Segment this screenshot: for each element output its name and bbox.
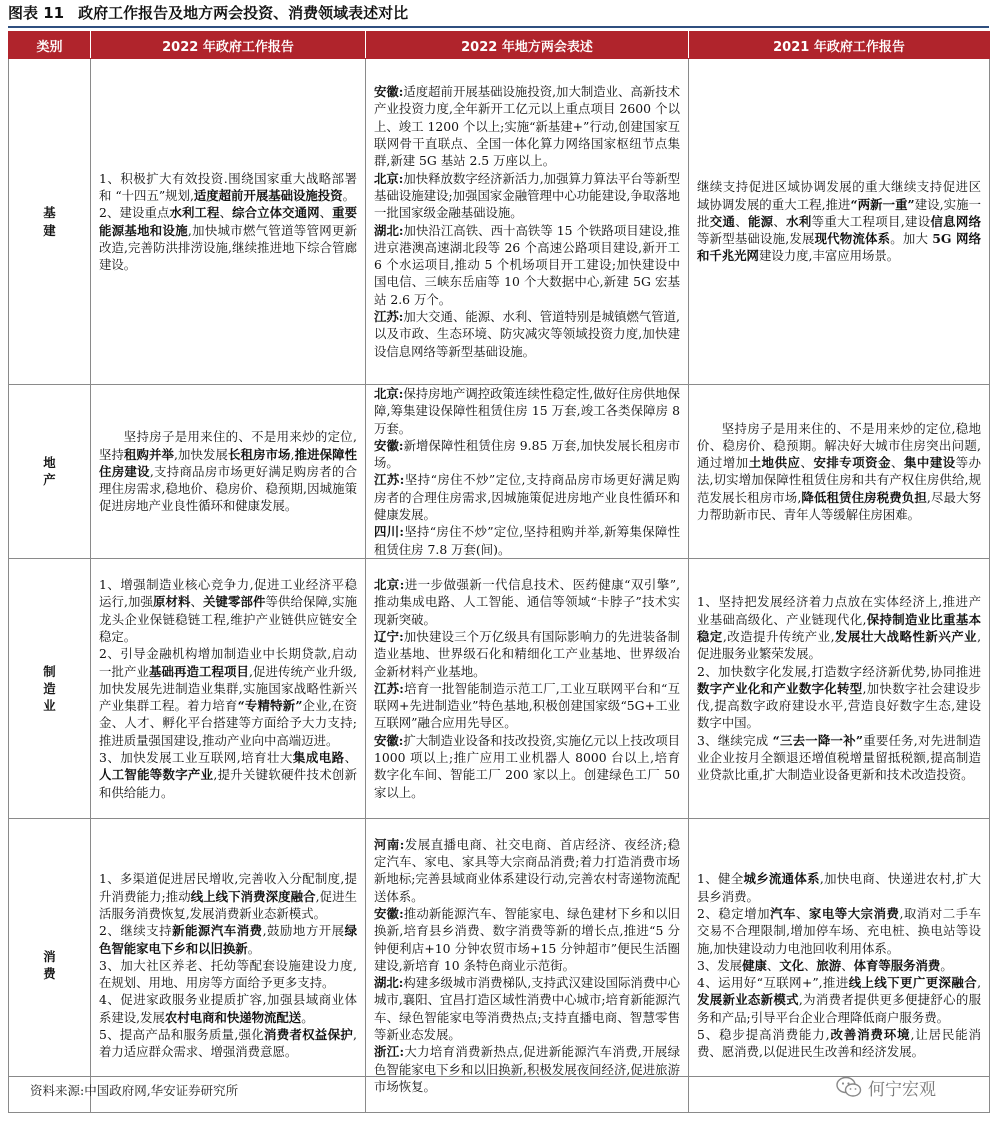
source-note: 资料来源:中国政府网,华安证券研究所 bbox=[30, 1083, 239, 1098]
gov2021-cell bbox=[689, 385, 990, 559]
cell-paragraph bbox=[374, 974, 680, 1043]
emphasis-text: 发展新业态新模式 bbox=[697, 992, 799, 1008]
comparison-table bbox=[8, 31, 990, 1113]
watermark-text: 何宁宏观 bbox=[868, 1079, 936, 1100]
body-text: 1、积极扩大有效投资.围绕国家重大战略部署和 “十四五”规划, bbox=[99, 170, 357, 203]
body-text: 4、促进家政服务业提质扩容,加强县域商业体系建设,发展 bbox=[99, 992, 357, 1025]
cell-paragraph bbox=[697, 178, 981, 264]
cell-paragraph bbox=[374, 308, 680, 360]
table-row-manufacturing bbox=[9, 558, 990, 818]
emphasis-text: 安排专项资金 bbox=[813, 455, 892, 471]
cell-paragraph bbox=[374, 836, 680, 905]
emphasis-text: 重要能源基地和设施 bbox=[99, 205, 358, 238]
body-text: 建设,实施一批 bbox=[697, 196, 981, 229]
emphasis-text: 线上线下消费深度融合 bbox=[190, 888, 316, 904]
cell-paragraph bbox=[99, 170, 357, 205]
body-text: 1、多渠道促进居民增收,完善收入分配制度,提升消费能力;推动 bbox=[99, 871, 357, 904]
figure-number: 图表 11 bbox=[8, 4, 65, 22]
emphasis-text: 农村电商和快递物流配送 bbox=[164, 1009, 302, 1025]
body-text: ,尽最大努力帮助新市民、青年人等缓解住房困难。 bbox=[697, 489, 981, 523]
emphasis-text: 基础再造工程项目 bbox=[149, 663, 249, 679]
gov2022-cell bbox=[91, 558, 366, 818]
emphasis-text: 集中建设 bbox=[903, 455, 956, 471]
cell-paragraph bbox=[697, 957, 981, 974]
figure-title bbox=[8, 2, 989, 28]
cell-paragraph bbox=[374, 222, 680, 308]
emphasis-text: “专精特新” bbox=[237, 698, 303, 714]
body-text: 重要任务,对先进制造业企业按月全额退还增值税增量留抵税额,提高制造业贷款比重,扩大制造业设备更新和技术改造投资。 bbox=[697, 732, 981, 783]
emphasis-text: 5G 网络和千兆光网 bbox=[697, 231, 981, 264]
body-text: 、 bbox=[735, 213, 748, 229]
emphasis-text: 推进保障性住房建设 bbox=[99, 446, 357, 479]
body-text: 。 bbox=[247, 940, 261, 956]
body-text: ,促进传统产业升级,加快发展先进制造业集群,实施国家战略性新兴产业集群工程。着力培育 bbox=[99, 663, 357, 714]
gov2022-cell bbox=[91, 818, 366, 1112]
category-cell: 消费 bbox=[9, 818, 91, 1112]
body-text: 坚持房子是用来住的、不是用来炒的定位,稳地价、稳房价、稳预期。解决好大城市住房突出问题,通过增加 bbox=[697, 420, 981, 471]
emphasis-text: 交通 bbox=[709, 213, 736, 229]
emphasis-text: 江苏: bbox=[374, 308, 404, 324]
body-text: 等重大工程项目,建设 bbox=[811, 213, 931, 229]
wechat-icon bbox=[836, 1076, 862, 1098]
cell-paragraph bbox=[697, 420, 981, 524]
body-text: 、 bbox=[800, 455, 814, 471]
cell-paragraph bbox=[99, 957, 357, 992]
cell-paragraph bbox=[697, 732, 981, 784]
body-text: 。 bbox=[342, 187, 355, 203]
body-text: 、 bbox=[804, 957, 817, 973]
body-text: 坚持房子是用来住的、不是用来炒的定位,坚持 bbox=[99, 429, 357, 462]
emphasis-text: 安徽: bbox=[374, 84, 404, 100]
emphasis-text: 线上线下更广更深融合 bbox=[848, 975, 978, 991]
body-text: 。 bbox=[940, 957, 953, 973]
emphasis-text: 北京: bbox=[374, 577, 405, 593]
emphasis-text: 消费者权益保护 bbox=[264, 1027, 354, 1042]
body-text: 2、稳定增加 bbox=[697, 905, 771, 921]
body-text: 培育一批智能制造示范工厂,工业互联网平台和“互联网+先进制造业”特色基地,积极创建国家级“5G+工业互联网”融合应用先导区。 bbox=[374, 680, 680, 731]
table-row-infrastructure bbox=[9, 59, 990, 385]
body-text: 进一步做强新一代信息技术、医药健康“双引擎”,推动集成电路、人工智能、通信等领域“卡脖子”技术实现新突破。 bbox=[374, 577, 680, 627]
body-text: 4、运用好“互联网+”,推进 bbox=[697, 975, 849, 991]
emphasis-text: 健康 bbox=[742, 957, 767, 973]
gov2021-cell bbox=[689, 818, 990, 1112]
emphasis-text: 北京: bbox=[374, 386, 404, 401]
emphasis-text: 降低租赁住房税费负担 bbox=[801, 489, 927, 505]
local2022-cell bbox=[366, 59, 689, 385]
cell-paragraph bbox=[697, 663, 981, 732]
body-text: 建设力度,丰富应用场景。 bbox=[758, 248, 900, 264]
emphasis-text: 四川: bbox=[374, 524, 404, 540]
cell-paragraph bbox=[99, 576, 357, 645]
body-text: 3、发展 bbox=[697, 957, 743, 973]
cell-paragraph bbox=[374, 905, 680, 974]
header-gov-2022: 2022 年政府工作报告 bbox=[91, 32, 366, 59]
header-gov-2021: 2021 年政府工作报告 bbox=[689, 32, 990, 59]
category-cell: 制造业 bbox=[9, 558, 91, 818]
cell-paragraph bbox=[374, 1043, 680, 1095]
body-text: 、 bbox=[891, 455, 904, 471]
emphasis-text: 北京: bbox=[374, 170, 404, 186]
body-text: 、 bbox=[319, 205, 333, 221]
emphasis-text: 原材料 bbox=[153, 594, 191, 610]
emphasis-text: 旅游 bbox=[816, 957, 842, 973]
header-local-2022: 2022 年地方两会表述 bbox=[366, 32, 689, 59]
body-text: 5、稳步提高消费能力, bbox=[697, 1027, 830, 1042]
cell-paragraph bbox=[697, 974, 981, 1026]
body-text: ,加快电商、快递进农村,扩大县乡消费。 bbox=[697, 871, 981, 904]
cell-paragraph bbox=[697, 593, 981, 662]
body-text: 、 bbox=[795, 905, 809, 921]
cell-paragraph bbox=[374, 83, 680, 169]
cell-paragraph bbox=[374, 437, 680, 472]
body-text: 5、提高产品和服务质量,强化 bbox=[99, 1027, 265, 1042]
body-text: ,让居民能消费、愿消费,以促进民生改善和经济发展。 bbox=[697, 1027, 981, 1060]
body-text: 2、引导金融机构增加制造业中长期贷款,启动一批产业 bbox=[99, 646, 357, 679]
cell-paragraph bbox=[99, 645, 357, 749]
body-text: ,为消费者提供更多便捷舒心的服务和产品;引导平台企业合理降低商户服务费。 bbox=[697, 992, 981, 1025]
emphasis-text: 关键零部件 bbox=[203, 594, 266, 610]
category-cell: 地产 bbox=[9, 385, 91, 559]
body-text: 2、建设重点 bbox=[99, 205, 170, 221]
emphasis-text: 能源 bbox=[747, 213, 774, 229]
body-text: 发展直播电商、社交电商、首店经济、夜经济;稳定汽车、家电、家具等大宗商品消费;着力打造消费市场新地标;完善县域商业体系建设行动,完善农村寄递物流配送体系。 bbox=[374, 836, 680, 904]
local2022-cell bbox=[366, 818, 689, 1112]
body-text: ,加快数字社会建设步伐,提高数字政府建设水平,营造良好数字生态,建设数字中国。 bbox=[697, 680, 981, 731]
emphasis-text: 湖北: bbox=[374, 975, 404, 991]
body-text: ,促进服务业繁荣发展。 bbox=[697, 628, 982, 662]
cell-paragraph bbox=[697, 905, 981, 957]
body-text: 企业,在资金、人才、孵化平台搭建等方面给予大力支持;推进质量强国建设,推动产业向中高端迈进。 bbox=[99, 698, 357, 748]
cell-paragraph bbox=[374, 576, 680, 628]
body-text: ,加快发展 bbox=[174, 446, 229, 462]
body-text: 2、继续支持 bbox=[99, 923, 173, 939]
emphasis-text: 发展壮大战略性新兴产业 bbox=[834, 628, 978, 644]
cell-paragraph bbox=[374, 523, 680, 558]
cell-paragraph bbox=[374, 680, 680, 732]
cell-paragraph bbox=[99, 428, 357, 514]
body-text: 等供给保障,实施龙头企业保链稳链工程,维护产业链供应链安全稳定。 bbox=[99, 594, 357, 644]
body-text: 、 bbox=[219, 205, 233, 221]
body-text: 。 bbox=[301, 1009, 314, 1025]
emphasis-text: 水利 bbox=[786, 213, 812, 229]
emphasis-text: 河南: bbox=[374, 836, 405, 852]
body-text: 、 bbox=[190, 594, 204, 610]
category-cell: 基建 bbox=[9, 59, 91, 385]
body-text: ,促进生活服务消费恢复,发展消费新业态新模式。 bbox=[99, 888, 357, 921]
cell-paragraph bbox=[374, 471, 680, 523]
cell-paragraph bbox=[374, 385, 680, 437]
body-text: ,着力适应群众需求、增强消费意愿。 bbox=[99, 1027, 357, 1060]
gov2022-cell bbox=[91, 59, 366, 385]
body-text: ,支持商品房市场更好满足购房者的合理住房需求,稳地价、稳房价、稳预期,因城施策促进房地产业良性循环和健康发展。 bbox=[99, 463, 357, 514]
gov2021-cell bbox=[689, 558, 990, 818]
local2022-cell bbox=[366, 558, 689, 818]
body-text: 新增保障性租赁住房 9.85 万套,加快发展长租房市场。 bbox=[374, 437, 681, 471]
emphasis-text: 城乡流通体系 bbox=[743, 871, 820, 887]
body-text: 。加大 bbox=[890, 231, 933, 247]
emphasis-text: 江苏: bbox=[374, 472, 405, 488]
body-text: 1、增强制造业核心竞争力,促进工业经济平稳运行,加强 bbox=[99, 577, 357, 610]
emphasis-text: 绿色智能家电下乡和以旧换新 bbox=[99, 923, 357, 956]
emphasis-text: 信息网络 bbox=[930, 213, 982, 229]
cell-paragraph bbox=[374, 628, 680, 680]
emphasis-text: 江苏: bbox=[374, 680, 404, 696]
cell-paragraph bbox=[99, 749, 357, 801]
body-text: 坚持“房住不炒”定位,坚持租购并举,新筹集保障性租赁住房 7.8 万套(间)。 bbox=[374, 524, 681, 557]
body-text: 大力培育消费新热点,促进新能源汽车消费,开展绿色智能家电下乡和以旧换新,积极发展夜间经济,促进旅游市场恢复。 bbox=[374, 1044, 680, 1094]
gov2022-cell bbox=[91, 385, 366, 559]
body-text: , bbox=[290, 446, 295, 462]
body-text: 3、继续完成 bbox=[697, 732, 773, 748]
body-text: 加大交通、能源、水利、管道特别是城镇燃气管道,以及市政、生态环境、防灾减灾等领域投资力度,加快建设信息网络等新型基础设施。 bbox=[374, 308, 680, 359]
emphasis-text: 人工智能等数字产业 bbox=[99, 767, 214, 783]
emphasis-text: 水利工程 bbox=[169, 205, 220, 221]
body-text: 等办法,切实增加保障性租赁住房和共有产权住房供给,规范发展长租房市场, bbox=[697, 455, 982, 505]
body-text: 、 bbox=[344, 750, 357, 765]
body-text: 、 bbox=[841, 957, 854, 973]
emphasis-text: 安徽: bbox=[374, 437, 404, 453]
body-text: 保持房地产调控政策连续性稳定性,做好住房供地保障,筹集建设保障性租赁住房 15 万套,竣工各类保障房 8 万套。 bbox=[374, 386, 680, 436]
body-text: 、 bbox=[773, 213, 787, 229]
header-category: 类别 bbox=[9, 32, 91, 59]
body-text: 2、加快数字化发展,打造数字经济新优势,协同推进 bbox=[697, 663, 981, 679]
body-text: ,加快城市燃气管道等管网更新改造,完善防洪排涝设施,继续推进地下综合管廊建设。 bbox=[99, 222, 357, 273]
emphasis-text: “两新一重” bbox=[850, 196, 915, 212]
emphasis-text: 集成电路 bbox=[292, 750, 345, 765]
figure-caption: 政府工作报告及地方两会投资、消费领域表述对比 bbox=[78, 4, 409, 22]
cell-paragraph bbox=[374, 732, 680, 801]
emphasis-text: 长租房市场 bbox=[228, 446, 291, 462]
cell-paragraph bbox=[374, 170, 680, 222]
emphasis-text: 新能源汽车消费 bbox=[172, 923, 263, 939]
emphasis-text: 文化 bbox=[779, 957, 805, 973]
emphasis-text: 安徽: bbox=[374, 905, 404, 921]
emphasis-text: 汽车 bbox=[770, 905, 796, 921]
table-row-real-estate bbox=[9, 385, 990, 559]
gov2021-cell bbox=[689, 59, 990, 385]
cell-paragraph bbox=[99, 922, 357, 957]
local2022-cell bbox=[366, 385, 689, 559]
cell-paragraph bbox=[99, 204, 357, 273]
emphasis-text: 租购并举 bbox=[124, 446, 174, 462]
emphasis-text: 土地供应 bbox=[748, 455, 801, 471]
table-row-consumption bbox=[9, 818, 990, 1112]
emphasis-text: 湖北: bbox=[374, 222, 404, 238]
body-text: ,取消对二手车交易不合理限制,增加停车场、充电桩、换电站等设施,加快建设动力电池回收利用体系。 bbox=[697, 905, 982, 956]
body-text: 扩大制造业设备和技改投资,实施亿元以上技改项目 1000 项以上;推广应用工业机器人 8000 台以上,培育数字化车间、智能工厂 200 家以上。创建绿色工厂 50 家以上。 bbox=[374, 732, 680, 800]
body-text: ,改造提升传统产业, bbox=[722, 628, 835, 644]
emphasis-text: 体育等服务消费 bbox=[853, 957, 941, 973]
emphasis-text: 保持制造业比重基本稳定 bbox=[697, 611, 981, 644]
emphasis-text: “三去一降一补” bbox=[772, 732, 863, 748]
body-text: 等新型基础设施,发展 bbox=[697, 231, 815, 247]
emphasis-text: 安徽: bbox=[374, 732, 404, 748]
cell-paragraph bbox=[697, 1026, 981, 1061]
body-text: 推动新能源汽车、智能家电、绿色建材下乡和以旧换新,培育县乡消费、数字消费等新的增长点,推进“5 分钟便利店+10 分钟农贸市场+15 分钟超市”便民生活圈建设,新培育 10 条特色商业示范街。 bbox=[374, 905, 681, 973]
emphasis-text: 适度超前开展基础设施投资 bbox=[193, 187, 343, 203]
body-text: 适度超前开展基础设施投资,加大制造业、高新技术产业投资力度,全年新开工亿元以上重点项目 2600 个以上、竣工 1200 个以上;实施“新基建+”行动,创建国家互联网骨干直联点、全国一体化算力网络国家枢纽节点集群,新建 5G 基站 2.5 万座以上。 bbox=[374, 84, 680, 169]
cell-paragraph bbox=[99, 870, 357, 922]
emphasis-text: 辽宁: bbox=[374, 628, 404, 644]
body-text: 加快释放数字经济新活力,加强算力算法平台等新型基础设施建设;加强国家金融管理中心功能建设,争取落地一批国家级金融基础设施。 bbox=[374, 170, 680, 221]
emphasis-text: 数字产业化和产业数字化转型 bbox=[697, 680, 863, 696]
watermark bbox=[836, 1074, 936, 1100]
body-text: 1、健全 bbox=[697, 871, 744, 887]
body-text: 3、加快发展工业互联网,培育壮大 bbox=[99, 750, 293, 765]
body-text: 1、坚持把发展经济着力点放在实体经济上,推进产业基础高级化、产业链现代化, bbox=[697, 594, 981, 627]
body-text: 、 bbox=[766, 957, 780, 973]
body-text: 加快沿江高铁、西十高铁等 15 个铁路项目建设,推进京港澳高速湖北段等 26 个高速公路项目建设,新开工 6 个水运项目,推动 5 个机场项目开工建设;加快建设中国电信、三峡东岳庙等 10 个大数据中心,新建 5G 宏基站 2.6 万个。 bbox=[374, 222, 680, 307]
table-header-row bbox=[9, 32, 990, 59]
body-text: , bbox=[977, 975, 982, 991]
body-text: 加快建设三个万亿级具有国际影响力的先进装备制造业基地、世界级石化和精细化工产业基地、世界级冶金新材料产业基地。 bbox=[374, 628, 681, 679]
body-text: 继续支持促进区域协调发展的重大继续支持促进区域协调发展的重大工程,推进 bbox=[697, 179, 981, 212]
body-text: 坚持“房住不炒”定位,支持商品房市场更好满足购房者的合理住房需求,因城施策促进房地产业良性循环和健康发展。 bbox=[374, 472, 681, 523]
emphasis-text: 浙江: bbox=[374, 1044, 405, 1060]
emphasis-text: 家电等大宗消费 bbox=[808, 905, 900, 921]
body-text: ,鼓励地方开展 bbox=[262, 923, 345, 939]
emphasis-text: 综合立体交通网 bbox=[232, 205, 320, 221]
body-text: 构建多级城市消费梯队,支持武汉建设国际消费中心城市,襄阳、宜昌打造区域性消费中心城市;培育新能源汽车、绿色智能家电等消费热点;支持直播电商、智慧零售等新业态发展。 bbox=[374, 975, 680, 1042]
cell-paragraph bbox=[99, 1026, 357, 1061]
body-text: 3、加大社区养老、托幼等配套设施建设力度,在规划、用地、用房等方面给予更多支持。 bbox=[99, 957, 357, 991]
emphasis-text: 现代物流体系 bbox=[814, 231, 891, 247]
cell-paragraph bbox=[697, 870, 981, 905]
body-text: ,提升关键软硬件技术创新和供给能力。 bbox=[99, 767, 357, 800]
emphasis-text: 改善消费环境 bbox=[829, 1027, 911, 1042]
cell-paragraph bbox=[99, 991, 357, 1026]
